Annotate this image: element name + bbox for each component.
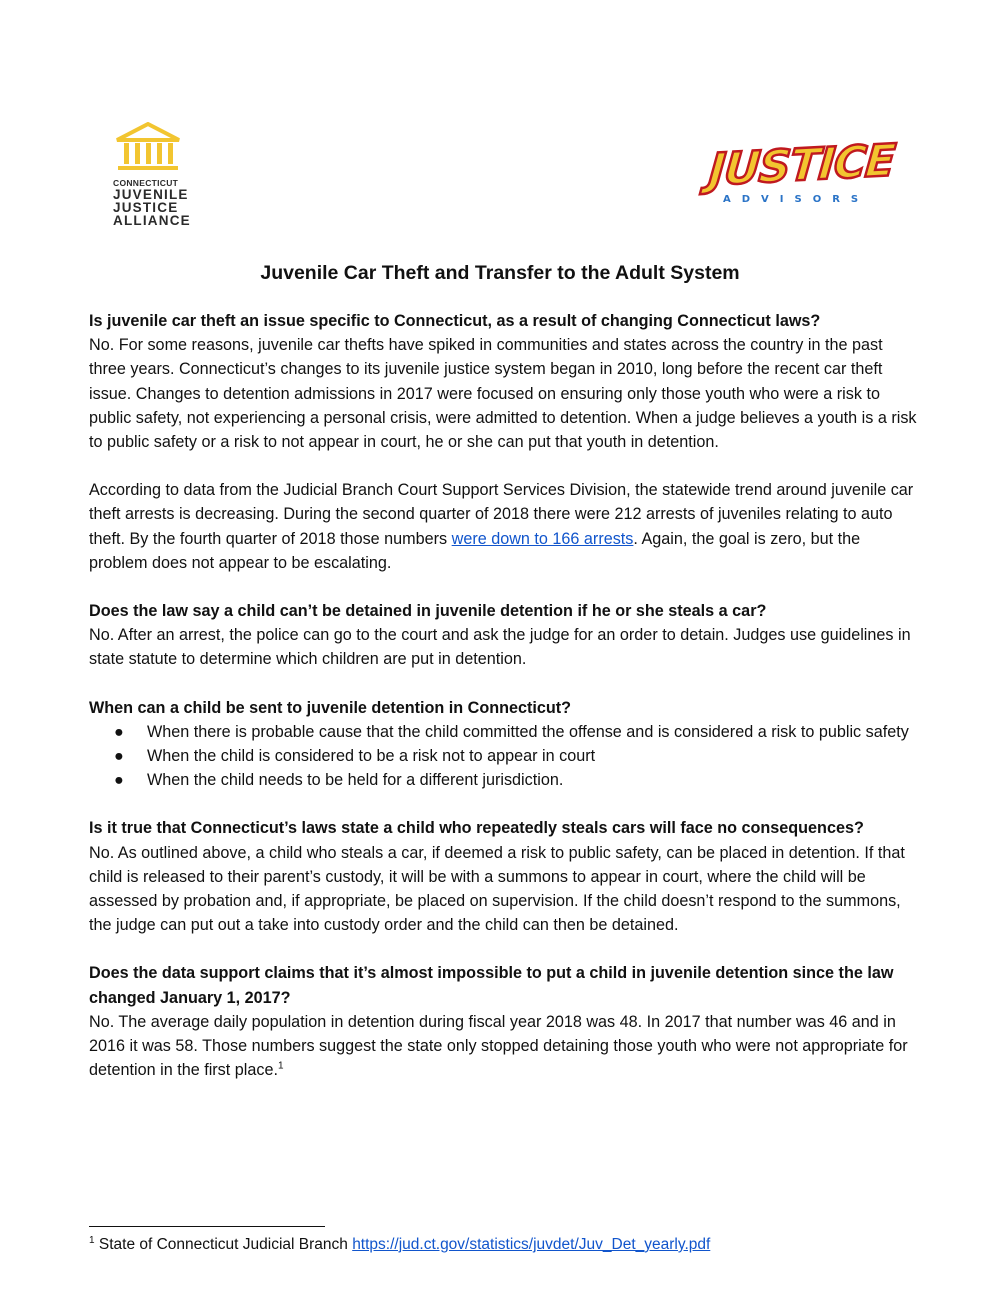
building-columns-icon: [115, 122, 181, 172]
answer-1: No. For some reasons, juvenile car thefts have spiked in communities and states across the country in the past three years. Connecticut’s changes to its juvenile justice system began in 2010, long before the recent car theft issue. Changes to detention admissions in 2017 were focused on ensuring only those youth who were a risk to public safety, not experiencing a personal crisis, were admitted to detention. When a judge believes a youth is a risk to public safety or a risk to not appear in court, he or she can put that youth in detention.: [89, 336, 917, 452]
list-item-text: When the child needs to be held for a different jurisdiction.: [147, 771, 564, 790]
justice-advisors-logo-word: JUSTICE: [706, 134, 897, 197]
justice-advisors-logo-subtitle: ADVISORS: [723, 194, 870, 205]
list-item-text: When the child is considered to be a risk not to appear in court: [147, 747, 596, 766]
footnote-divider: [89, 1226, 325, 1227]
document-body: [89, 309, 919, 1082]
list-item-text: When there is probable cause that the child committed the offense and is considered a risk to public safety: [147, 722, 909, 741]
document-title: Juvenile Car Theft and Transfer to the Adult System: [260, 262, 740, 284]
footnote-text: State of Connecticut Judicial Branch: [94, 1236, 353, 1253]
answer-4: No. As outlined above, a child who steals a car, if deemed a risk to public safety, can be placed in detention. If that child is released to their parent’s custody, it will be with a summons to appear in court, where the child will be assessed by probation and, if appropriate, be placed on supervision. If the child doesn’t respond to the summons, the judge can put out a take into custody order and the child can then be detained.: [89, 843, 905, 935]
cjja-logo: [113, 122, 191, 228]
answer-5-text: No. The average daily population in detention during fiscal year 2018 was 48. In 2017 that number was 46 and in 2016 it was 58. Those numbers suggest the state only stopped detaining those youth who were not appropriate for detention in the first place.: [89, 1012, 908, 1080]
list-item: [89, 768, 919, 792]
list-item: [89, 720, 919, 744]
bullet-icon: ●: [114, 771, 124, 790]
footnote: [89, 1235, 710, 1255]
arrests-link[interactable]: were down to 166 arrests: [451, 529, 634, 548]
cjja-logo-line4: ALLIANCE: [113, 213, 191, 228]
footnote-number: 1: [89, 1234, 95, 1246]
question-1: Is juvenile car theft an issue specific to Connecticut, as a result of changing Connecticut laws?: [89, 312, 821, 330]
bullet-icon: ●: [114, 747, 124, 766]
answer-2: No. After an arrest, the police can go to the court and ask the judge for an order to detain. Judges use guidelines in state statute to determine which children are put in detention.: [89, 626, 911, 669]
paragraph-arrest-data-text-before: According to data from the Judicial Branch Court Support Services Division, the statewide trend around juvenile car theft arrests is decreasing. During the second quarter of 2018 there were 212 arrests of juveniles relating to auto theft. By the fourth quarter of 2018 those numbers: [89, 481, 914, 548]
question-2: Does the law say a child can’t be detained in juvenile detention if he or she steals a car?: [89, 602, 767, 621]
cjja-logo-line2: JUVENILE: [113, 187, 189, 202]
cjja-logo-line1: CONNECTICUT: [113, 178, 179, 188]
paragraph-arrest-data: [89, 478, 919, 575]
footnote-reference[interactable]: 1: [277, 1060, 284, 1072]
question-3: When can a child be sent to juvenile detention in Connecticut?: [89, 698, 572, 717]
question-5: Does the data support claims that it’s almost impossible to put a child in juvenile detention since the law changed January 1, 2017?: [89, 964, 894, 1007]
footnote-link[interactable]: https://jud.ct.gov/statistics/juvdet/Juv_Det_yearly.pdf: [352, 1236, 711, 1253]
paragraph-arrest-data-text-after: . Again, the goal is zero, but the problem does not appear to be escalating.: [89, 529, 861, 572]
justice-advisors-logo: [705, 134, 897, 222]
answer-5: [89, 1010, 919, 1083]
cjja-logo-line3: JUSTICE: [113, 200, 179, 215]
detention-criteria-list: [89, 720, 919, 793]
list-item: [89, 744, 919, 768]
bullet-icon: ●: [114, 722, 124, 741]
question-4: Is it true that Connecticut’s laws state a child who repeatedly steals cars will face no consequences?: [89, 819, 864, 838]
